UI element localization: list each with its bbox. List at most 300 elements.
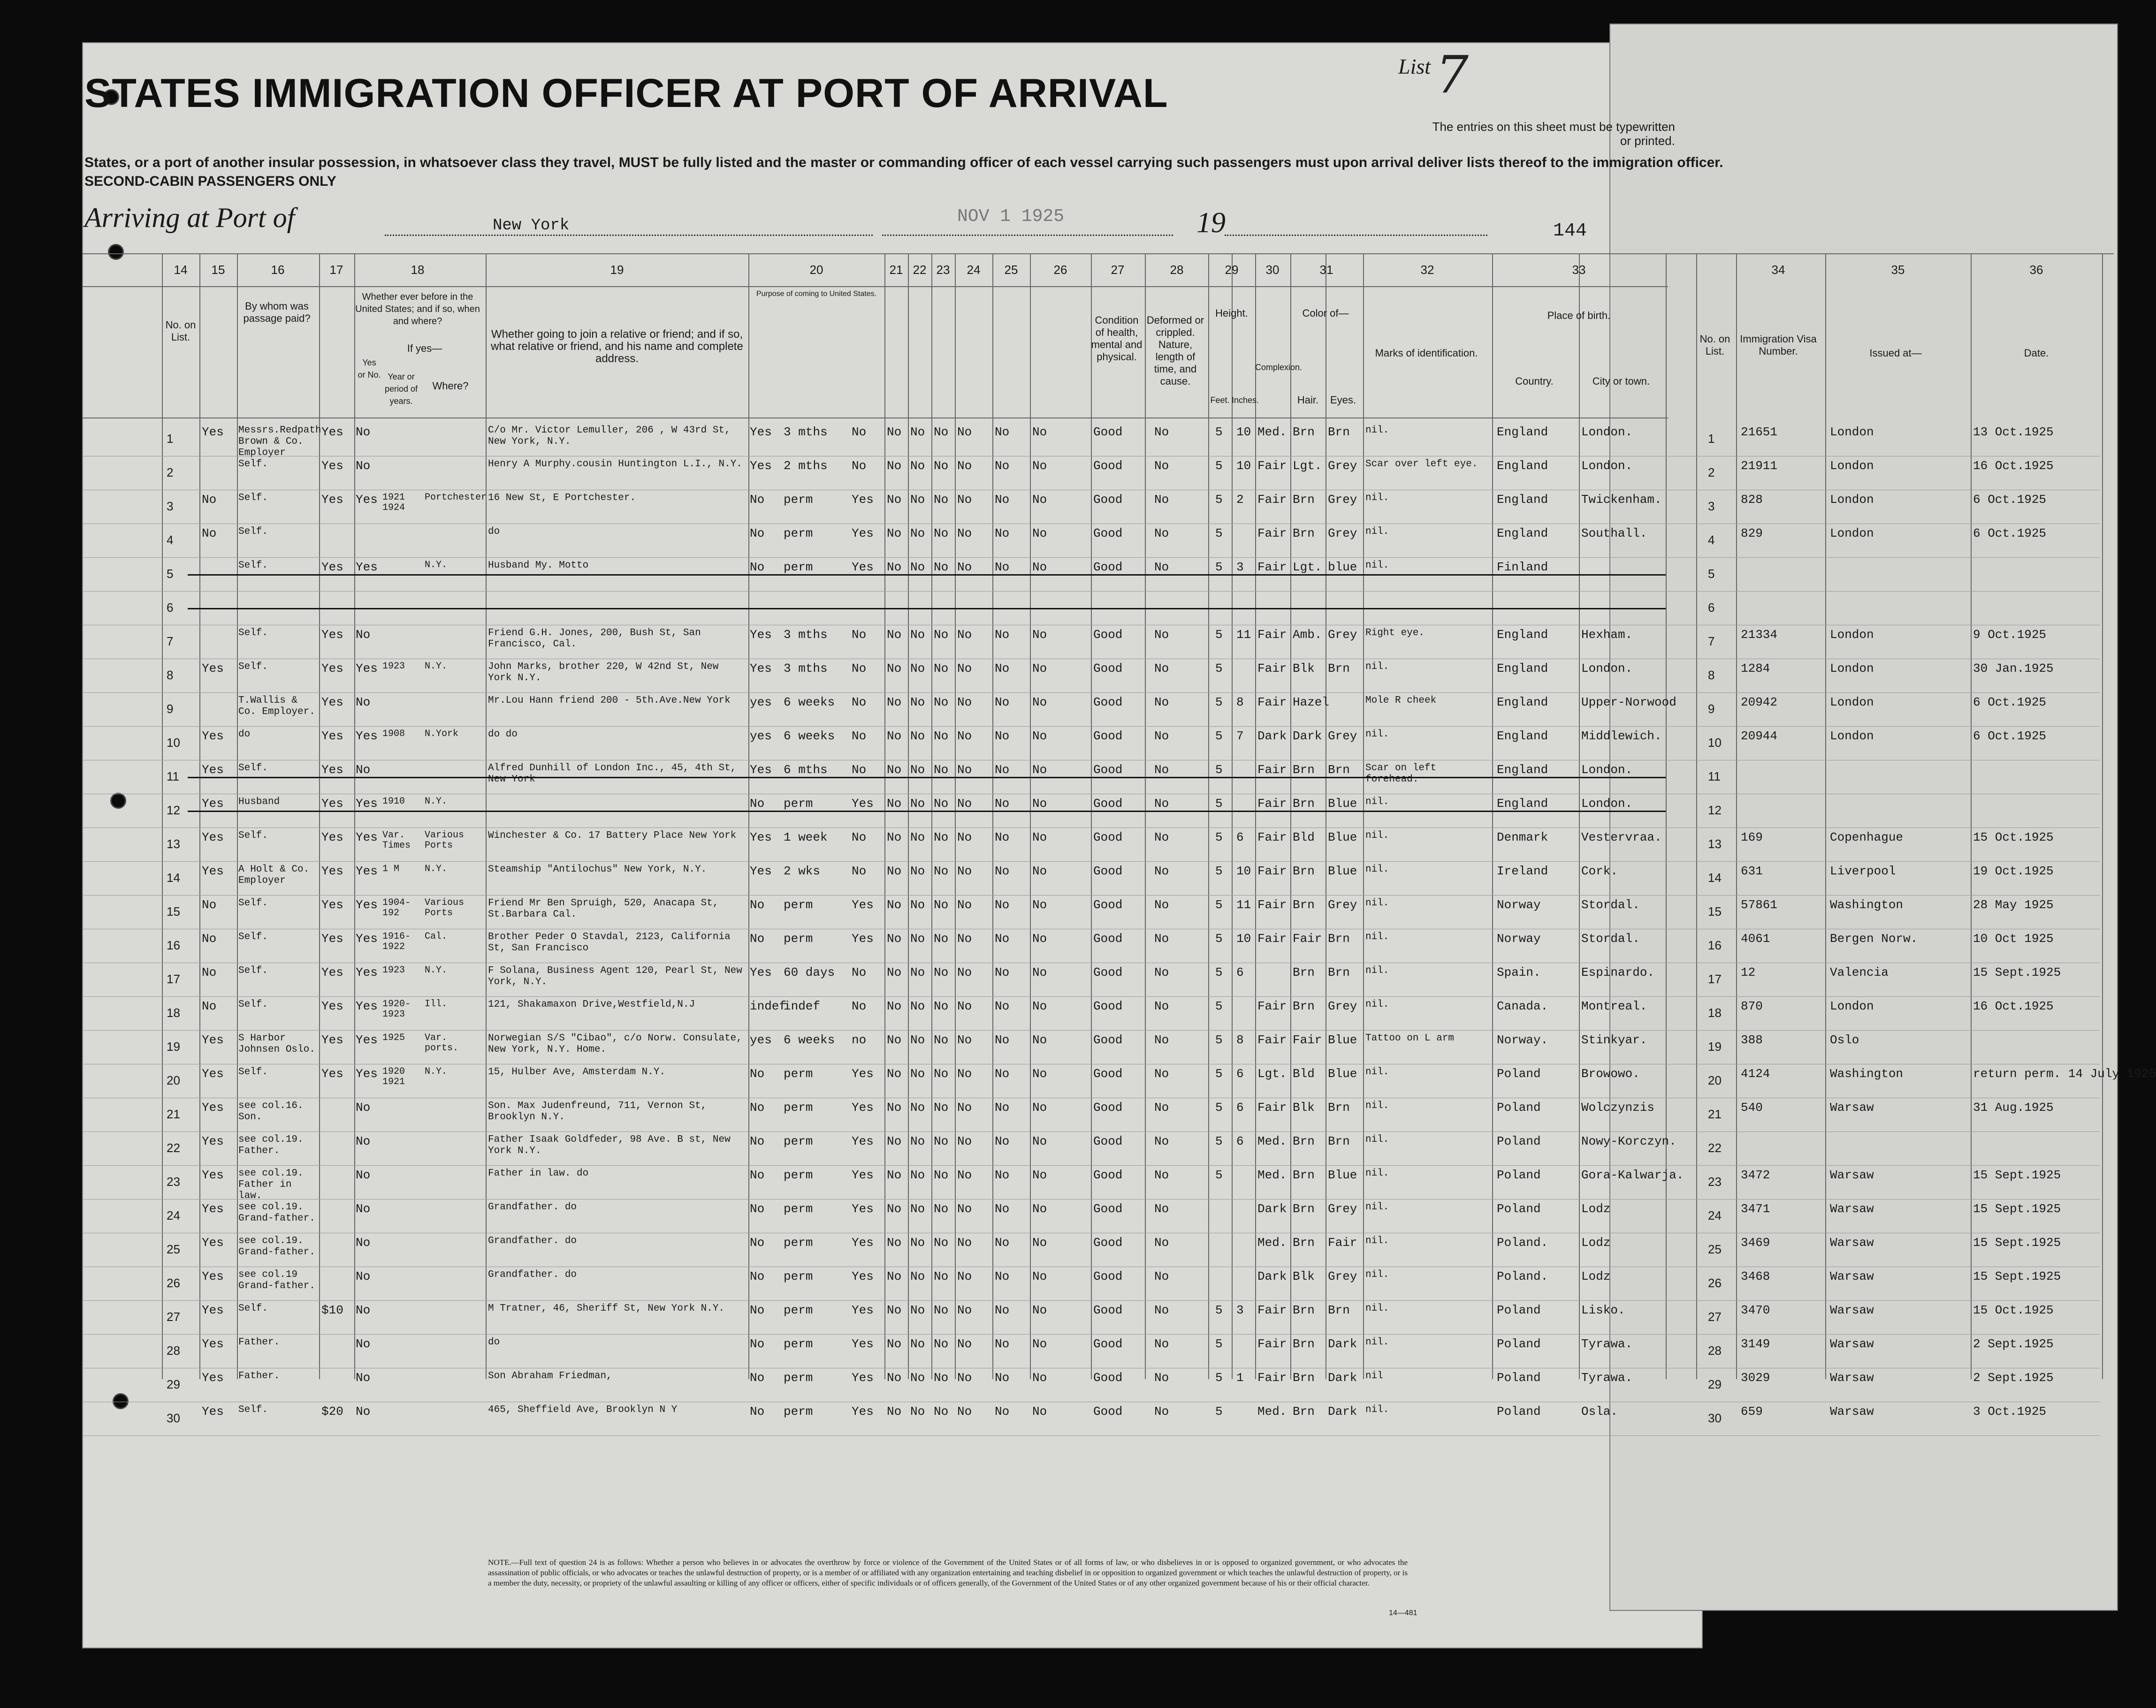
row-number-right: 3 [1708, 499, 1715, 513]
polygamist-cell: No [887, 763, 902, 777]
col25-cell: No [995, 1168, 1010, 1182]
polygamist-cell: No [887, 999, 902, 1013]
year-cell [382, 628, 425, 659]
date-cell: 2 Sept.1925 [1973, 1371, 2054, 1385]
purpose-cell: No [750, 526, 765, 540]
city-cell: London. [1581, 425, 1633, 439]
year-cell [382, 763, 425, 794]
been-before-cell: No [356, 1371, 371, 1385]
anarchist-cell: No [910, 965, 925, 979]
visa-number-cell: 3471 [1741, 1202, 1770, 1216]
relative-address-cell: Henry A Murphy.cousin Huntington L.I., N.Y. [488, 459, 742, 470]
relative-address-cell: do [488, 526, 500, 537]
column-number: 20 [809, 263, 823, 277]
hair-cell: Brn [1293, 1168, 1315, 1182]
column-number: 30 [1265, 263, 1280, 277]
city-cell: Wolczynzis [1581, 1101, 1655, 1115]
col26-cell: No [1032, 1269, 1047, 1283]
marks-cell: nil. [1365, 830, 1389, 841]
paid-by-cell: Self. [238, 1303, 268, 1314]
column-number: 24 [967, 263, 981, 277]
feet-cell: 5 [1215, 695, 1223, 709]
marks-cell: Scar over left eye. [1365, 459, 1478, 470]
inches-cell: 6 [1236, 1134, 1244, 1148]
col23-cell: No [934, 493, 949, 507]
ticket-cell: No [202, 965, 217, 979]
row-number: 12 [167, 803, 180, 817]
col24-cell: No [957, 661, 972, 676]
money-cell: Yes [321, 695, 343, 709]
date-cell: 3 Oct.1925 [1973, 1404, 2047, 1419]
col26-cell: No [1032, 932, 1047, 946]
where-cell: Var. ports. [425, 1032, 459, 1054]
date-cell: return perm. 14 July 1925 [1973, 1067, 2156, 1081]
col26-cell: No [1032, 628, 1047, 642]
polygamist-cell: No [887, 628, 902, 642]
date-cell: 2 Sept.1925 [1973, 1337, 2054, 1351]
stay-length-cell: perm [784, 1236, 813, 1250]
permanent-cell: Yes [852, 1269, 874, 1283]
deformed-cell: No [1154, 864, 1169, 878]
deformed-cell: No [1154, 459, 1169, 473]
paid-by-cell: Self. [238, 898, 268, 909]
health-cell: Good [1093, 1067, 1123, 1081]
ticket-cell: Yes [202, 1404, 224, 1419]
polygamist-cell: No [887, 526, 902, 540]
row-number-right: 16 [1708, 938, 1722, 952]
money-cell: Yes [321, 459, 343, 473]
page-title: STATES IMMIGRATION OFFICER AT PORT OF ARRIVAL [84, 71, 1168, 116]
relative-address-cell: Father Isaak Goldfeder, 98 Ave. B st, New York N.Y. [488, 1134, 731, 1156]
city-cell: Gora-Kalwarja. [1581, 1168, 1684, 1182]
polygamist-cell: No [887, 864, 902, 878]
ticket-cell: Yes [202, 1236, 224, 1250]
column-number: 21 [889, 263, 903, 277]
where-cell [425, 526, 483, 557]
row-number-right: 15 [1708, 904, 1722, 919]
col24-cell: No [957, 830, 972, 844]
marks-cell: nil. [1365, 493, 1389, 503]
header-condition-health: Condition of health, mental and physical. [1091, 314, 1143, 363]
country-cell: Poland [1497, 1067, 1541, 1081]
date-cell: 6 Oct.1925 [1973, 493, 2047, 507]
visa-number-cell: 4124 [1741, 1067, 1770, 1081]
relative-address-cell: Steamship "Antilochus" New York, N.Y. [488, 864, 707, 875]
city-cell: Lisko. [1581, 1303, 1625, 1317]
city-cell: Stinkyar. [1581, 1033, 1647, 1047]
col25-cell: No [995, 493, 1010, 507]
row-number: 11 [167, 769, 179, 783]
column-number: 31 [1319, 263, 1333, 277]
row-number-right: 18 [1708, 1006, 1722, 1020]
col26-cell: No [1032, 459, 1047, 473]
been-before-cell: Yes [356, 1033, 378, 1047]
hair-cell: Brn [1293, 763, 1315, 777]
row-number-right: 10 [1708, 736, 1722, 750]
marks-cell: nil. [1365, 1337, 1389, 1348]
ticket-cell: No [202, 999, 217, 1013]
polygamist-cell: No [887, 729, 902, 743]
date-cell: 30 Jan.1925 [1973, 661, 2054, 676]
eyes-cell: Dark [1328, 1371, 1357, 1385]
permanent-cell: Yes [852, 1236, 874, 1250]
relative-address-cell [488, 797, 746, 827]
health-cell: Good [1093, 1371, 1123, 1385]
stay-length-cell: perm [784, 560, 813, 574]
col24-cell: No [957, 1303, 972, 1317]
issued-at-cell: Warsaw [1830, 1269, 1874, 1283]
col26-cell: No [1032, 1337, 1047, 1351]
relative-address-cell: Grandfather. do [488, 1269, 577, 1280]
deformed-cell: No [1154, 1067, 1169, 1081]
year-cell: 1910 [382, 796, 405, 807]
issued-at-cell: Warsaw [1830, 1303, 1874, 1317]
col24-cell: No [957, 493, 972, 507]
been-before-cell: Yes [356, 661, 378, 676]
col24-cell: No [957, 1101, 972, 1115]
intro-text: States, or a port of another insular possession, in whatsoever class they travel, MUST be fully listed and the master or commanding officer of each vessel carrying such passengers must upon arrival deliver lists thereof to the immigration officer. [84, 155, 1723, 170]
complexion-cell: Fair [1257, 797, 1287, 811]
purpose-cell: No [750, 1303, 765, 1317]
permanent-cell: No [852, 763, 867, 777]
feet-cell: 5 [1215, 526, 1223, 540]
stay-length-cell: 2 mths [784, 459, 828, 473]
ticket-cell: No [202, 898, 217, 912]
date-cell: 16 Oct.1925 [1973, 999, 2054, 1013]
stay-length-cell: perm [784, 493, 813, 507]
purpose-cell: Yes [750, 661, 772, 676]
complexion-cell: Fair [1257, 560, 1287, 574]
purpose-cell: No [750, 1236, 765, 1250]
col26-cell: No [1032, 425, 1047, 439]
column-number: 14 [174, 263, 188, 277]
table-row [0, 1131, 2141, 1165]
column-number: 27 [1111, 263, 1125, 277]
col24-cell: No [957, 898, 972, 912]
permanent-cell: no [852, 1033, 867, 1047]
year-cell: Var. Times [382, 830, 411, 851]
relative-address-cell: Friend G.H. Jones, 200, Bush St, San Francisco, Cal. [488, 628, 701, 650]
eyes-cell: Brn [1328, 1303, 1350, 1317]
anarchist-cell: No [910, 729, 925, 743]
city-cell: Middlewich. [1581, 729, 1662, 743]
row-number: 16 [167, 938, 180, 952]
been-before-cell: Yes [356, 965, 378, 979]
anarchist-cell: No [910, 493, 925, 507]
header-visa-number: Immigration Visa Number. [1740, 333, 1817, 357]
ticket-cell: Yes [202, 1134, 224, 1148]
date-cell: 31 Aug.1925 [1973, 1101, 2054, 1115]
anarchist-cell: No [910, 864, 925, 878]
col25-cell: No [995, 526, 1010, 540]
ticket-cell: Yes [202, 1202, 224, 1216]
header-by-whom-paid: By whom was passage paid? [243, 300, 311, 324]
col25-cell: No [995, 999, 1010, 1013]
paid-by-cell: T.Wallis & Co. Employer. [238, 695, 315, 717]
purpose-cell: Yes [750, 763, 772, 777]
eyes-cell: Dark [1328, 1404, 1357, 1419]
money-cell: Yes [321, 797, 343, 811]
visa-number-cell: 3472 [1741, 1168, 1770, 1182]
row-number-right: 11 [1708, 769, 1721, 783]
table-row [0, 456, 2141, 490]
row-number-right: 21 [1708, 1107, 1722, 1121]
polygamist-cell: No [887, 1404, 902, 1419]
complexion-cell: Fair [1257, 459, 1287, 473]
inches-cell: 6 [1236, 830, 1244, 844]
table-row [0, 692, 2141, 726]
complexion-cell: Fair [1257, 830, 1287, 844]
ticket-cell: Yes [202, 1371, 224, 1385]
deformed-cell: No [1154, 628, 1169, 642]
anarchist-cell: No [910, 1168, 925, 1182]
relative-address-cell: Mr.Lou Hann friend 200 - 5th.Ave.New York [488, 695, 731, 706]
feet-cell: 5 [1215, 628, 1223, 642]
year-cell [382, 1303, 425, 1334]
hair-cell: Brn [1293, 493, 1315, 507]
inches-cell: 10 [1236, 425, 1251, 439]
marks-cell: nil. [1365, 965, 1389, 976]
year-cell [382, 1269, 425, 1300]
where-cell: Cal. [425, 931, 448, 942]
hair-cell: Bld [1293, 830, 1315, 844]
country-cell: Denmark [1497, 830, 1548, 844]
column-number: 34 [1771, 263, 1785, 277]
permanent-cell: Yes [852, 1067, 874, 1081]
col23-cell: No [934, 1033, 949, 1047]
stay-length-cell: perm [784, 1371, 813, 1385]
date-cell: 16 Oct.1925 [1973, 459, 2054, 473]
table-row [0, 1300, 2141, 1334]
col24-cell: No [957, 1337, 972, 1351]
purpose-cell: No [750, 1168, 765, 1182]
relative-address-cell: Father in law. do [488, 1168, 589, 1179]
row-number: 17 [167, 972, 180, 986]
col23-cell: No [934, 1337, 949, 1351]
country-cell: Poland [1497, 1404, 1541, 1419]
visa-number-cell: 631 [1741, 864, 1763, 878]
feet-cell: 5 [1215, 1168, 1223, 1182]
inches-cell: 3 [1236, 560, 1244, 574]
strike-through-line [188, 608, 1666, 609]
col26-cell: No [1032, 1404, 1047, 1419]
anarchist-cell: No [910, 1236, 925, 1250]
issued-at-cell: Washington [1830, 898, 1904, 912]
col23-cell: No [934, 425, 949, 439]
col26-cell: No [1032, 560, 1047, 574]
where-cell [425, 459, 483, 490]
city-cell: Stordal. [1581, 898, 1640, 912]
row-number: 22 [167, 1141, 180, 1155]
stay-length-cell: perm [784, 1303, 813, 1317]
header-no-on-list-2: No. on List. [1699, 333, 1730, 357]
ticket-cell: Yes [202, 661, 224, 676]
marks-cell: nil. [1365, 1067, 1389, 1078]
permanent-cell: Yes [852, 493, 874, 507]
col25-cell: No [995, 1202, 1010, 1216]
polygamist-cell: No [887, 1303, 902, 1317]
visa-number-cell: 169 [1741, 830, 1763, 844]
col24-cell: No [957, 459, 972, 473]
marks-cell: nil. [1365, 1303, 1389, 1314]
anarchist-cell: No [910, 661, 925, 676]
ticket-cell: Yes [202, 729, 224, 743]
col24-cell: No [957, 1067, 972, 1081]
col26-cell: No [1032, 1067, 1047, 1081]
paid-by-cell: Self. [238, 628, 268, 638]
row-number-right: 13 [1708, 837, 1722, 851]
hair-cell: Lgt. [1293, 459, 1322, 473]
purpose-cell: No [750, 493, 765, 507]
header-complexion: Complexion. [1255, 363, 1303, 372]
row-number: 9 [167, 702, 174, 716]
column-number: 35 [1891, 263, 1905, 277]
row-number-right: 30 [1708, 1411, 1722, 1425]
anarchist-cell: No [910, 1134, 925, 1148]
col25-cell: No [995, 1101, 1010, 1115]
col26-cell: No [1032, 965, 1047, 979]
complexion-cell: Fair [1257, 526, 1287, 540]
col23-cell: No [934, 1101, 949, 1115]
row-number: 25 [167, 1242, 180, 1256]
complexion-cell: Fair [1257, 493, 1287, 507]
issued-at-cell: Warsaw [1830, 1337, 1874, 1351]
col24-cell: No [957, 695, 972, 709]
deformed-cell: No [1154, 695, 1169, 709]
col24-cell: No [957, 729, 972, 743]
marks-cell: nil [1365, 1371, 1383, 1382]
header-city: City or town. [1592, 375, 1650, 387]
header-place-of-birth: Place of birth. [1547, 310, 1611, 321]
visa-number-cell: 21911 [1741, 459, 1778, 473]
paid-by-cell: Self. [238, 1067, 268, 1078]
anarchist-cell: No [910, 763, 925, 777]
country-cell: Poland [1497, 1337, 1541, 1351]
ticket-cell: Yes [202, 1168, 224, 1182]
polygamist-cell: No [887, 1101, 902, 1115]
year-line [1225, 235, 1487, 236]
row-number: 3 [167, 499, 174, 513]
where-cell: N.Y. [425, 560, 448, 570]
polygamist-cell: No [887, 1168, 902, 1182]
country-cell: Poland. [1497, 1236, 1548, 1250]
complexion-cell: Lgt. [1257, 1067, 1287, 1081]
where-cell [425, 1168, 483, 1199]
row-number-right: 22 [1708, 1141, 1722, 1155]
date-cell: 28 May 1925 [1973, 898, 2054, 912]
stay-length-cell: 6 weeks [784, 729, 835, 743]
health-cell: Good [1093, 425, 1123, 439]
purpose-cell: No [750, 1337, 765, 1351]
paid-by-cell: Self. [238, 1404, 268, 1415]
marks-cell: Scar on left forehead. [1365, 763, 1437, 785]
paid-by-cell: see col.19. Grand-father. [238, 1236, 315, 1258]
year-cell: 1923 [382, 661, 405, 672]
ticket-cell: Yes [202, 864, 224, 878]
row-number: 29 [167, 1377, 180, 1391]
paid-by-cell: A Holt & Co. Employer [238, 864, 310, 886]
visa-number-cell: 388 [1741, 1033, 1763, 1047]
where-cell [425, 695, 483, 726]
col24-cell: No [957, 1236, 972, 1250]
col26-cell: No [1032, 661, 1047, 676]
col23-cell: No [934, 695, 949, 709]
complexion-cell: Fair [1257, 1303, 1287, 1317]
hair-cell: Brn [1293, 425, 1315, 439]
polygamist-cell: No [887, 661, 902, 676]
row-number-right: 2 [1708, 465, 1715, 479]
hair-cell: Brn [1293, 898, 1315, 912]
issued-at-cell: Warsaw [1830, 1371, 1874, 1385]
paid-by-cell: S Harbor Johnsen Oslo. [238, 1033, 315, 1055]
polygamist-cell: No [887, 1033, 902, 1047]
deformed-cell: No [1154, 1303, 1169, 1317]
paid-by-cell: Father. [238, 1371, 280, 1382]
col23-cell: No [934, 797, 949, 811]
complexion-cell: Dark [1257, 729, 1287, 743]
stay-length-cell: 3 mths [784, 628, 828, 642]
eyes-cell: Grey [1328, 628, 1357, 642]
form-code: 14—481 [1389, 1609, 1417, 1617]
eyes-cell: Blue [1328, 864, 1357, 878]
stay-length-cell: perm [784, 1168, 813, 1182]
relative-address-cell [488, 594, 746, 625]
year-cell [382, 560, 425, 591]
col25-cell: No [995, 628, 1010, 642]
hair-cell: Blk [1293, 1101, 1315, 1115]
visa-number-cell: 659 [1741, 1404, 1763, 1419]
complexion-cell: Fair [1257, 932, 1287, 946]
header-country: Country. [1515, 375, 1554, 387]
permanent-cell: Yes [852, 797, 874, 811]
health-cell: Good [1093, 459, 1123, 473]
date-cell: 15 Oct.1925 [1973, 830, 2054, 844]
where-cell [425, 763, 483, 794]
column-number: 15 [211, 263, 225, 277]
year-cell [382, 526, 425, 557]
row-number: 15 [167, 904, 180, 919]
complexion-cell: Fair [1257, 1033, 1287, 1047]
col23-cell: No [934, 763, 949, 777]
marks-cell: nil. [1365, 1404, 1389, 1415]
hair-cell: Amb. [1293, 628, 1322, 642]
where-cell [425, 1303, 483, 1334]
col23-cell: No [934, 459, 949, 473]
marks-cell: nil. [1365, 729, 1389, 740]
visa-number-cell: 3149 [1741, 1337, 1770, 1351]
list-label: List [1398, 54, 1431, 78]
paid-by-cell: Self. [238, 932, 268, 942]
issued-at-cell: Warsaw [1830, 1404, 1874, 1419]
polygamist-cell: No [887, 1269, 902, 1283]
stay-length-cell: 6 weeks [784, 1033, 835, 1047]
paid-by-cell: Self. [238, 999, 268, 1010]
marks-cell: nil. [1365, 560, 1389, 571]
header-no-on-list: No. on List. [165, 319, 196, 343]
hair-cell: Lgt. [1293, 560, 1322, 574]
row-number: 18 [167, 1006, 180, 1020]
been-before-cell: No [356, 1337, 371, 1351]
feet-cell: 5 [1215, 425, 1223, 439]
row-number-right: 5 [1708, 567, 1715, 581]
country-cell: Poland [1497, 1134, 1541, 1148]
ticket-cell: Yes [202, 1269, 224, 1283]
col23-cell: No [934, 999, 949, 1013]
eyes-cell: Brn [1328, 932, 1350, 946]
health-cell: Good [1093, 1202, 1123, 1216]
health-cell: Good [1093, 1269, 1123, 1283]
city-cell: Lodz [1581, 1202, 1611, 1216]
